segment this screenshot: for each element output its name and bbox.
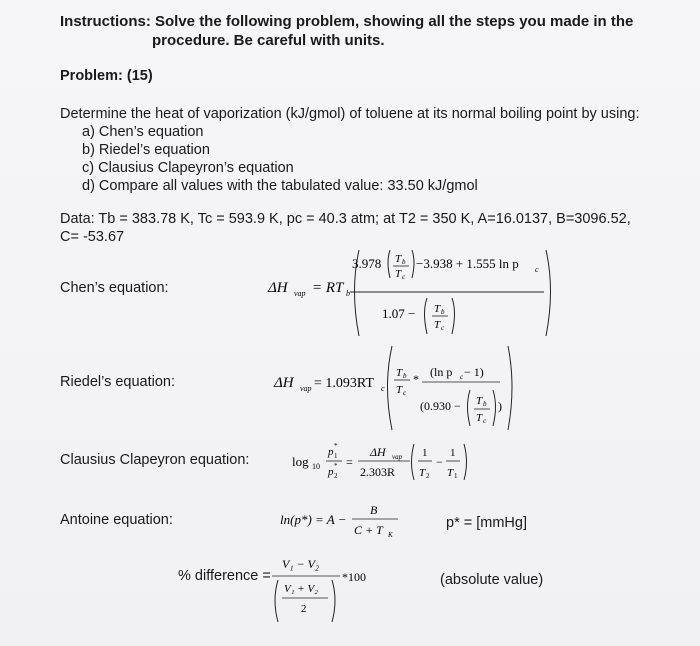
svg-text:c: c: [460, 373, 464, 381]
problem-question: Determine the heat of vaporization (kJ/gmol) of toluene at its normal boiling point by using:: [60, 106, 640, 122]
data-line-2: C= -53.67: [60, 229, 125, 245]
percent-note: (absolute value): [440, 572, 544, 588]
problem-heading: Problem: (15): [60, 68, 153, 84]
svg-text:vap: vap: [294, 289, 306, 298]
chen-label: Chen’s equation:: [60, 280, 169, 296]
svg-text:ΔH: ΔH: [268, 280, 288, 296]
svg-text:b: b: [346, 289, 350, 298]
svg-text:*: *: [334, 462, 338, 470]
problem-item-d: d) Compare all values with the tabulated value: 33.50 kJ/gmol: [82, 178, 478, 194]
svg-text:2.303R: 2.303R: [360, 465, 396, 479]
problem-item-a: a) Chen’s equation: [82, 124, 204, 140]
svg-text:B: B: [370, 503, 378, 517]
svg-text:vap: vap: [300, 384, 312, 393]
svg-text:T: T: [476, 412, 483, 424]
svg-text:2: 2: [334, 472, 338, 480]
svg-text:b: b: [402, 258, 406, 266]
svg-text:): ): [498, 399, 502, 413]
svg-text:V₁ + V₂: V₁ + V₂: [284, 583, 319, 595]
svg-text:(ln p: (ln p: [430, 365, 453, 379]
svg-text:p: p: [328, 446, 334, 458]
svg-text:T: T: [395, 268, 402, 280]
svg-text:p: p: [328, 466, 334, 478]
problem-item-b: b) Riedel’s equation: [82, 142, 210, 158]
svg-text:b: b: [441, 308, 445, 316]
svg-text:c: c: [402, 273, 406, 281]
svg-text:V₁ − V₂: V₁ − V₂: [282, 557, 320, 571]
svg-text:*: *: [334, 442, 338, 450]
instructions-line-2: procedure. Be careful with units.: [152, 32, 385, 49]
svg-text:=: =: [346, 455, 353, 469]
svg-text:K: K: [388, 531, 393, 539]
svg-text:b: b: [483, 400, 487, 408]
svg-text:T: T: [434, 319, 441, 331]
percent-label: % difference =: [178, 568, 271, 584]
svg-text:b: b: [403, 372, 407, 380]
svg-text:= RT: = RT: [312, 280, 344, 296]
riedel-label: Riedel’s equation:: [60, 374, 176, 390]
svg-text:1: 1: [422, 447, 428, 459]
antoine-unit: p* = [mmHg]: [446, 515, 527, 531]
svg-text:2: 2: [301, 603, 307, 615]
antoine-equation: [276, 496, 416, 546]
svg-text:*: *: [413, 372, 419, 386]
instructions-line-1: Instructions: Solve the following problem, showing all the steps you made in the: [60, 13, 634, 30]
svg-text:c: c: [535, 265, 539, 274]
svg-text:T: T: [434, 303, 441, 315]
svg-text:T: T: [419, 467, 426, 479]
svg-text:c: c: [441, 324, 445, 332]
svg-text:ΔH: ΔH: [274, 375, 294, 391]
percent-equation: [268, 550, 378, 630]
data-line-1: Data: Tb = 383.78 K, Tc = 593.9 K, pc = 40.3 atm; at T2 = 350 K, A=16.0137, B=3096.52,: [60, 211, 631, 227]
antoine-label: Antoine equation:: [60, 512, 173, 528]
svg-text:T: T: [447, 467, 454, 479]
svg-text:1.07 −: 1.07 −: [382, 306, 416, 321]
svg-text:ln(p*) = A −: ln(p*) = A −: [280, 512, 347, 527]
svg-text:= 1.093RT: = 1.093RT: [314, 376, 374, 391]
svg-text:ΔH: ΔH: [370, 445, 386, 459]
svg-text:−3.938 + 1.555 ln p: −3.938 + 1.555 ln p: [416, 256, 519, 271]
svg-text:vap: vap: [392, 453, 403, 461]
svg-text:1: 1: [454, 472, 458, 480]
svg-text:−: −: [436, 455, 443, 469]
problem-item-c: c) Clausius Clapeyron’s equation: [82, 160, 294, 176]
svg-text:1: 1: [450, 447, 456, 459]
svg-text:T: T: [396, 367, 403, 379]
svg-text:c: c: [403, 389, 407, 397]
svg-text:c: c: [381, 384, 385, 393]
svg-text:− 1): − 1): [464, 365, 484, 379]
clausius-equation: [288, 436, 488, 486]
svg-text:3.978: 3.978: [352, 256, 382, 271]
riedel-equation: [260, 342, 520, 438]
svg-text:c: c: [483, 417, 487, 425]
svg-text:C + T: C + T: [354, 523, 383, 537]
chen-equation: [260, 240, 560, 340]
svg-text:2: 2: [426, 472, 430, 480]
clausius-label: Clausius Clapeyron equation:: [60, 452, 250, 468]
svg-text:T: T: [395, 253, 402, 265]
svg-text:T: T: [476, 395, 483, 407]
svg-text:1: 1: [334, 452, 338, 460]
svg-text:T: T: [396, 384, 403, 396]
svg-text:log: log: [292, 454, 309, 469]
svg-text:*100: *100: [342, 570, 366, 584]
svg-text:(0.930 −: (0.930 −: [420, 399, 461, 413]
svg-text:10: 10: [312, 462, 320, 471]
